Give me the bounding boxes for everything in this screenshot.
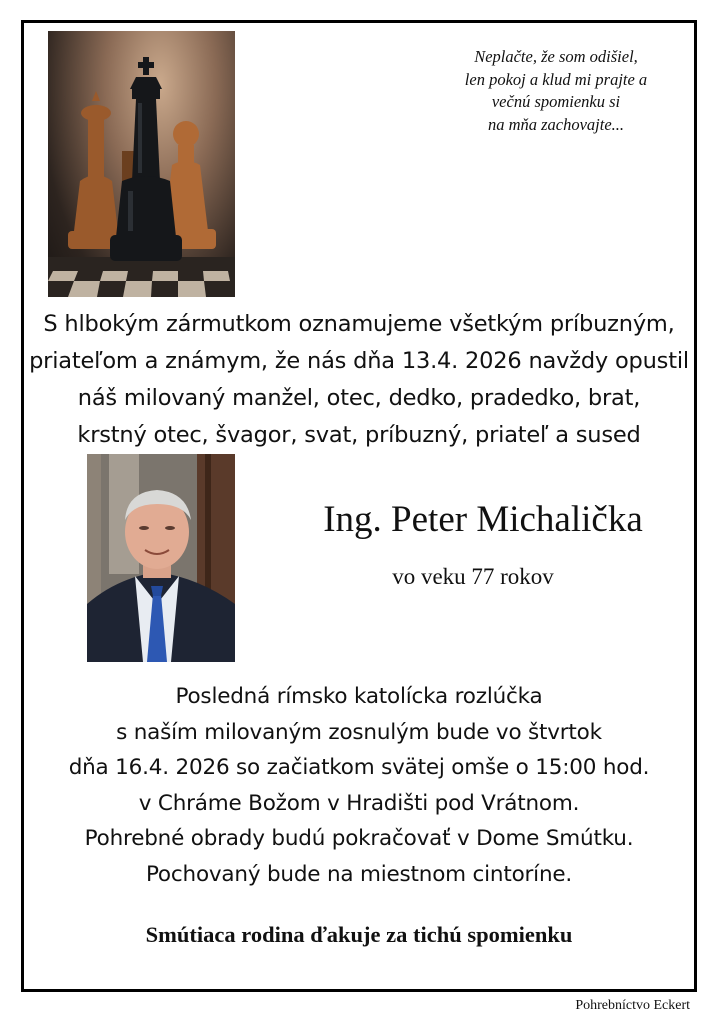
quote-line: len pokoj a klud mi prajte a — [464, 69, 648, 89]
announcement-line: S hlbokým zármutkom oznamujeme všetkým príbuzným, — [43, 311, 675, 337]
funeral-line: Pohrebné obrady budú pokračovať v Dome Smútku. — [84, 826, 634, 851]
deceased-name: Ing. Peter Michalička — [323, 499, 643, 540]
announcement-line: náš milovaný manžel, otec, dedko, pradedko, brat, — [77, 385, 641, 411]
quote-line: Neplačte, že som odišiel, — [474, 47, 638, 66]
chess-pieces-image — [48, 31, 235, 297]
deceased-portrait — [87, 454, 235, 662]
announcement-line: priateľom a známym, že nás dňa 13.4. 2026 navždy opustil — [29, 348, 689, 374]
quote-line: na mňa zachovajte... — [487, 114, 625, 134]
funeral-line: s naším milovaným zosnulým bude vo štvrtok — [116, 719, 602, 745]
funeral-details — [21, 679, 697, 892]
funeral-line: Posledná rímsko katolícka rozlúčka — [175, 684, 543, 709]
funeral-home-credit: Pohrebníctvo Eckert — [575, 998, 690, 1013]
funeral-line: dňa 16.4. 2026 so začiatkom svätej omše o 15:00 hod. — [68, 755, 650, 780]
death-announcement — [21, 306, 697, 454]
quote-line: večnú spomienku si — [491, 92, 621, 111]
announcement-line: krstný otec, švagor, svat, príbuzný, priateľ a sused — [77, 422, 641, 448]
funeral-line: v Chráme Božom v Hradišti pod Vrátnom. — [138, 790, 580, 816]
family-thanks: Smútiaca rodina ďakuje za tichú spomienku — [145, 922, 573, 947]
funeral-line: Pochovaný bude na miestnom cintoríne. — [145, 861, 573, 887]
deceased-age: vo veku 77 rokov — [392, 564, 554, 589]
memorial-quote — [448, 46, 664, 136]
